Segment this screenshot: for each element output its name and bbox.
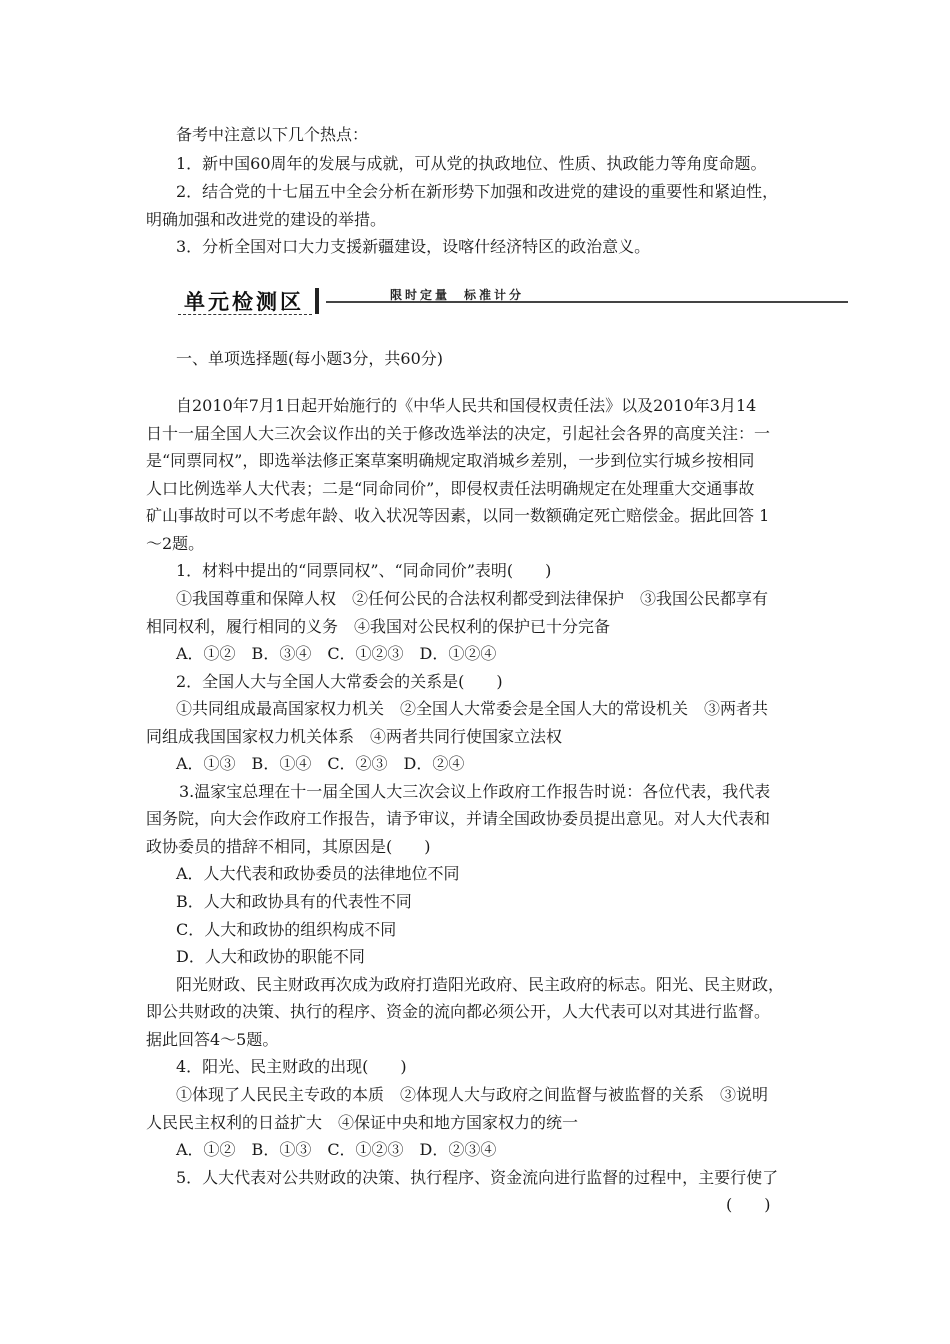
q5-answer-paren: ( ) (726, 1195, 771, 1214)
q3-option: B．人大和政协具有的代表性不同 (176, 892, 412, 911)
material-2-line: 阳光财政、民主财政再次成为政府打造阳光政府、民主政府的标志。阳光、民主财政， (176, 975, 785, 994)
q1-statement: 相同权利，履行相同的义务 ④我国对公民权利的保护已十分完备 (146, 617, 611, 636)
material-1-line: 日十一届全国人大三次会议作出的关于修改选举法的决定，引起社会各界的高度关注：一 (146, 424, 771, 443)
q3-stem: 政协委员的措辞不相同，其原因是( ) (146, 837, 431, 856)
material-2-line: 据此回答4～5题。 (146, 1030, 279, 1049)
material-1-line: 人口比例选举人大代表；二是“同命同价”，即侵权责任法明确规定在处理重大交通事故 (146, 479, 755, 498)
q3-option: D．人大和政协的职能不同 (176, 947, 365, 966)
intro-point: 明确加强和改进党的建设的举措。 (146, 210, 387, 229)
q4-statement: ①体现了人民民主专政的本质 ②体现人大与政府之间监督与被监督的关系 ③说明 (176, 1085, 769, 1104)
material-1-line: 是“同票同权”，即选举法修正案草案明确规定取消城乡差别，一步到位实行城乡按相同 (146, 451, 755, 470)
intro-point: 2．结合党的十七届五中全会分析在新形势下加强和改进党的建设的重要性和紧迫性， (176, 182, 779, 201)
q3-stem: 国务院，向大会作政府工作报告，请予审议，并请全国政协委员提出意见。对人大代表和 (146, 809, 771, 828)
q1-stem: 1．材料中提出的“同票同权”、“同命同价”表明( ) (176, 561, 552, 580)
q2-options: A．①③ B．①④ C．②③ D．②④ (176, 754, 465, 773)
banner-vertical-bar (315, 288, 319, 314)
intro-heading: 备考中注意以下几个热点： (176, 125, 369, 144)
q4-statement: 人民民主权利的日益扩大 ④保证中央和地方国家权力的统一 (146, 1113, 579, 1132)
intro-point: 1．新中国60周年的发展与成就，可从党的执政地位、性质、执政能力等角度命题。 (176, 154, 767, 173)
banner-title: 单元检测区 (184, 290, 304, 314)
q4-stem: 4．阳光、民主财政的出现( ) (176, 1057, 407, 1076)
q1-statement: ①我国尊重和保障人权 ②任何公民的合法权利都受到法律保护 ③我国公民都享有 (176, 589, 769, 608)
q3-option: A．人大代表和政协委员的法律地位不同 (176, 864, 460, 883)
material-1-line: 自2010年7月1日起开始施行的《中华人民共和国侵权责任法》以及2010年3月14 (176, 396, 757, 415)
q2-stem: 2．全国人大与全国人大常委会的关系是( ) (176, 672, 503, 691)
banner-subtitle-1: 限时定量 (390, 288, 451, 302)
intro-point: 3．分析全国对口大力支援新疆建设，设喀什经济特区的政治意义。 (176, 237, 651, 256)
q5-stem: 5．人大代表对公共财政的决策、执行程序、资金流向进行监督的过程中，主要行使了 (176, 1168, 779, 1187)
material-1-line: ～2题。 (146, 534, 205, 553)
section-title: 一、单项选择题(每小题3分，共60分) (176, 349, 444, 368)
q3-option: C．人大和政协的组织构成不同 (176, 920, 397, 939)
banner-dashed-underline (178, 314, 312, 315)
banner-subtitle (390, 286, 538, 303)
q2-statement: ①共同组成最高国家权力机关 ②全国人大常委会是全国人大的常设机关 ③两者共 (176, 699, 769, 718)
q1-options: A．①② B．③④ C．①②③ D．①②④ (176, 644, 497, 663)
material-1-line: 矿山事故时可以不考虑年龄、收入状况等因素，以同一数额确定死亡赔偿金。据此回答 1 (146, 506, 770, 525)
material-2-line: 即公共财政的决策、执行的程序、资金的流向都必须公开，人大代表可以对其进行监督。 (146, 1002, 771, 1021)
q2-statement: 同组成我国国家权力机关体系 ④两者共同行使国家立法权 (146, 727, 563, 746)
banner-subtitle-2: 标准计分 (464, 288, 525, 302)
q4-options: A．①② B．①③ C．①②③ D．②③④ (176, 1140, 497, 1159)
q3-stem: 3.温家宝总理在十一届全国人大三次会议上作政府工作报告时说：各位代表，我代表 (179, 782, 771, 801)
section-banner (176, 284, 848, 318)
